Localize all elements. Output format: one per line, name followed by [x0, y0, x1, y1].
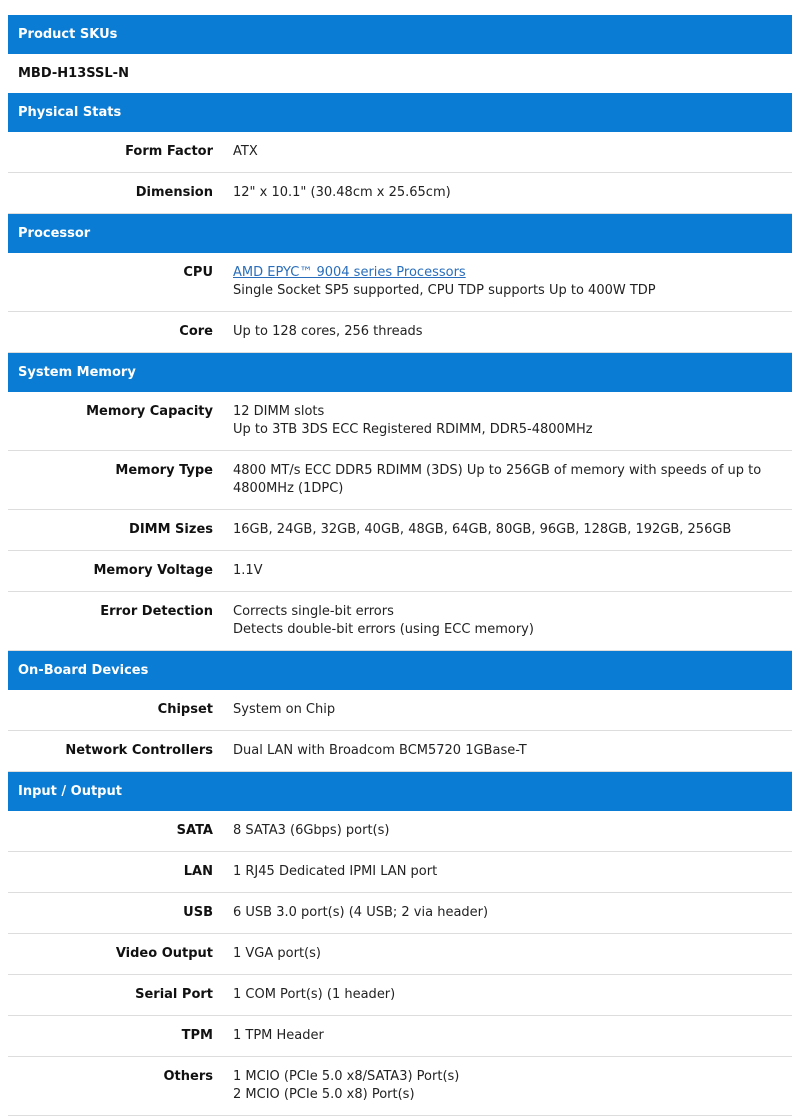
spec-values — [233, 562, 792, 580]
section-header-on-board-devices: On-Board Devices — [8, 651, 792, 690]
spec-row-dimm-sizes — [8, 510, 792, 551]
spec-value: 1 RJ45 Dedicated IPMI LAN port — [233, 864, 438, 879]
spec-value: 1 TPM Header — [233, 1028, 324, 1043]
spec-values — [233, 863, 792, 881]
spec-value: 12" x 10.1" (30.48cm x 25.65cm) — [233, 185, 451, 200]
spec-value: Corrects single-bit errors — [233, 604, 394, 619]
spec-label: DIMM Sizes — [129, 522, 213, 537]
spec-label: Chipset — [157, 702, 213, 717]
spec-label: TPM — [181, 1028, 213, 1043]
spec-values — [233, 701, 792, 719]
spec-values — [233, 945, 792, 963]
spec-values — [233, 986, 792, 1004]
spec-table — [8, 15, 792, 1116]
spec-label: Memory Type — [115, 463, 213, 478]
spec-values — [233, 904, 792, 922]
spec-value: 16GB, 24GB, 32GB, 40GB, 48GB, 64GB, 80GB, 96GB, 128GB, 192GB, 256GB — [233, 522, 732, 537]
spec-value: Dual LAN with Broadcom BCM5720 1GBase-T — [233, 743, 527, 758]
spec-values — [233, 742, 792, 760]
spec-label: LAN — [183, 864, 213, 879]
spec-label: CPU — [183, 265, 213, 280]
spec-row-error-detection — [8, 592, 792, 651]
spec-row-cpu — [8, 253, 792, 312]
spec-values — [233, 264, 792, 300]
section-header-system-memory: System Memory — [8, 353, 792, 392]
spec-value: 1.1V — [233, 563, 263, 578]
spec-values — [233, 462, 792, 498]
section-header-product-skus: Product SKUs — [8, 15, 792, 54]
spec-value: Single Socket SP5 supported, CPU TDP supports Up to 400W TDP — [233, 283, 656, 298]
spec-label: Memory Capacity — [86, 404, 213, 419]
spec-values — [233, 323, 792, 341]
spec-value: 4800 MT/s ECC DDR5 RDIMM (3DS) Up to 256GB of memory with speeds of up to 4800MHz (1DPC) — [233, 463, 762, 496]
spec-values — [233, 143, 792, 161]
spec-values — [233, 521, 792, 539]
spec-row-others — [8, 1057, 792, 1116]
spec-values — [233, 1068, 792, 1104]
spec-label: Network Controllers — [65, 743, 213, 758]
spec-row-sata — [8, 811, 792, 852]
spec-value: System on Chip — [233, 702, 336, 717]
spec-row-tpm — [8, 1016, 792, 1057]
spec-row-memory-capacity — [8, 392, 792, 451]
spec-value: 1 VGA port(s) — [233, 946, 321, 961]
spec-values — [233, 822, 792, 840]
cpu-series-link[interactable]: AMD EPYC™ 9004 series Processors — [233, 265, 466, 280]
spec-label: SATA — [176, 823, 213, 838]
section-header-input-output: Input / Output — [8, 772, 792, 811]
spec-row-usb — [8, 893, 792, 934]
spec-label: Form Factor — [125, 144, 213, 159]
product-sku: MBD-H13SSL-N — [18, 66, 129, 81]
spec-row-lan — [8, 852, 792, 893]
spec-value: ATX — [233, 144, 258, 159]
spec-label: Dimension — [135, 185, 213, 200]
spec-value: 6 USB 3.0 port(s) (4 USB; 2 via header) — [233, 905, 489, 920]
spec-value: 1 MCIO (PCIe 5.0 x8/SATA3) Port(s) — [233, 1069, 460, 1084]
spec-row-video-output — [8, 934, 792, 975]
spec-row-chipset — [8, 690, 792, 731]
spec-row-network-controllers — [8, 731, 792, 772]
spec-label: Video Output — [115, 946, 213, 961]
section-header-processor: Processor — [8, 214, 792, 253]
spec-label: Core — [179, 324, 213, 339]
spec-value: 8 SATA3 (6Gbps) port(s) — [233, 823, 390, 838]
spec-value: Detects double-bit errors (using ECC memory) — [233, 622, 534, 637]
spec-label: USB — [183, 905, 213, 920]
spec-row-dimension — [8, 173, 792, 214]
spec-label: Serial Port — [135, 987, 213, 1002]
spec-value: 12 DIMM slots — [233, 404, 325, 419]
spec-value: Up to 128 cores, 256 threads — [233, 324, 423, 339]
spec-row-core — [8, 312, 792, 353]
spec-values — [233, 403, 792, 439]
spec-label: Memory Voltage — [93, 563, 213, 578]
spec-row-form-factor — [8, 132, 792, 173]
spec-value: 1 COM Port(s) (1 header) — [233, 987, 396, 1002]
spec-value: 2 MCIO (PCIe 5.0 x8) Port(s) — [233, 1087, 415, 1102]
spec-values — [233, 1027, 792, 1045]
spec-value: Up to 3TB 3DS ECC Registered RDIMM, DDR5-4800MHz — [233, 422, 593, 437]
spec-row-serial-port — [8, 975, 792, 1016]
spec-label: Error Detection — [100, 604, 213, 619]
spec-row-memory-voltage — [8, 551, 792, 592]
spec-values — [233, 603, 792, 639]
spec-label: Others — [163, 1069, 213, 1084]
section-header-physical-stats: Physical Stats — [8, 93, 792, 132]
spec-values — [233, 184, 792, 202]
spec-row-memory-type — [8, 451, 792, 510]
